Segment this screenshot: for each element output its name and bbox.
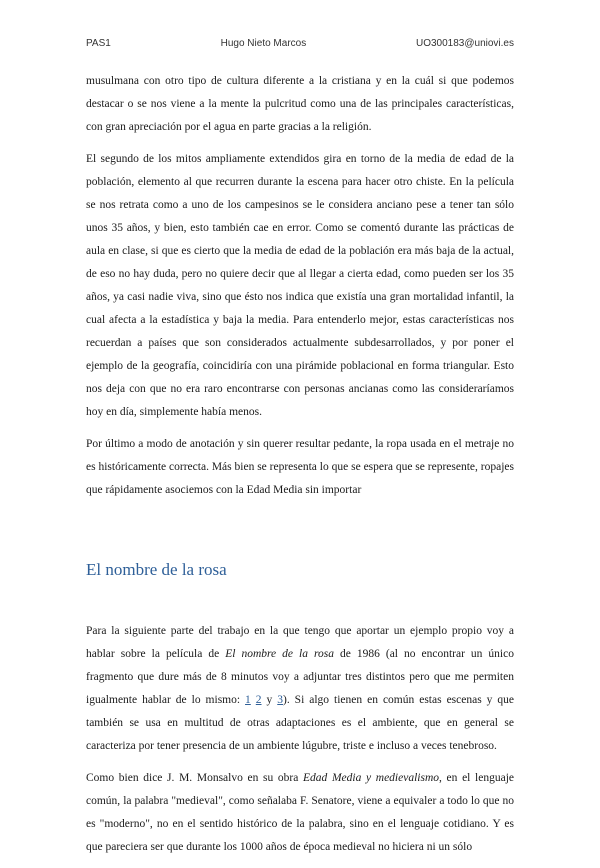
header-author: Hugo Nieto Marcos: [220, 38, 307, 49]
para4-text-3: ). Si algo tienen en común estas escenas y que también se usa en multitud de otras adaptaciones es el ambiente, que en general se caracteriza por tener presencia de un ambiente lúgubre, triste e incluso a veces tenebroso.: [86, 694, 514, 752]
paragraph-2: El segundo de los mitos ampliamente extendidos gira en torno de la media de edad de la población, elemento al que recurren durante la escena para hacer otro chiste. En la película se nos retrata como a uno de los campesinos se le considera anciano pese a tener tan sólo unos 35 años, y bien, esto también cae en error. Como se comentó durante las prácticas de aula en clase, si que es cierto que la media de edad de la población era más baja de la actual, de eso no hay duda, pero no quiere decir que al llegar a cierta edad, como pueden ser los 35 años, ya casi nadie viva, sino que ésto nos indica que existía una gran mortalidad infantil, la cual afecta a la estadística y baja la media. Para entenderlo mejor, estas características nos recuerdan a países que son considerados actualmente subdesarrollados, y por poner el ejemplo de la geografía, coincidiría con una pirámide poblacional en forma triangular. Esto nos deja con que no era raro encontrarse con personas ancianas como las consideraríamos hoy en día, simplemente había menos.: [86, 153, 514, 418]
book-title: Edad Media y medievalismo: [303, 772, 440, 784]
film-title: El nombre de la rosa: [225, 648, 334, 660]
video-link-3[interactable]: 3: [277, 694, 283, 706]
paragraph-5: [86, 767, 514, 859]
para4-text-1: Para la siguiente parte del trabajo en la que tengo que aportar un ejemplo propio voy a hablar sobre la película de: [86, 625, 514, 660]
video-link-2[interactable]: 2: [255, 694, 262, 706]
para4-text-2: de 1986 (al no encontrar un único fragmento que dure más de 8 minutos voy a adjuntar tres distintos pero que me permiten igualmente hablar de lo mismo:: [86, 648, 514, 706]
link-separator-2: y: [261, 694, 278, 706]
header-course: PAS1: [86, 38, 111, 49]
para5-text-1: Como bien dice J. M. Monsalvo en su obra: [86, 772, 304, 784]
paragraph-1: musulmana con otro tipo de cultura diferente a la cristiana y en la cuál si que podemos destacar o se nos viene a la mente la pulcritud como una de las principales características, con gran apreciación por el agua en parte gracias a la religión.: [86, 75, 514, 133]
video-link-1[interactable]: 1: [245, 694, 251, 706]
header-email: UO300183@uniovi.es: [416, 38, 514, 49]
paragraph-4: [86, 620, 514, 758]
paragraph-3: Por último a modo de anotación y sin querer resultar pedante, la ropa usada en el metraje no es históricamente correcta. Más bien se representa lo que se espera que se represente, ropajes que rápidamente asociemos con la Edad Media sin importar: [86, 438, 514, 496]
section-heading: El nombre de la rosa: [86, 560, 227, 579]
page-header: [86, 38, 514, 49]
para5-text-2: , en el lenguaje común, la palabra "medieval", como señalaba F. Senatore, viene a equivaler a todo lo que no es "moderno", no en el sentido histórico de la palabra, sino en el lenguaje cotidiano. Y es que pareciera ser que durante los 1000 años de época medieval no hiciera ni un sólo: [86, 772, 514, 853]
document-body: [86, 70, 514, 868]
